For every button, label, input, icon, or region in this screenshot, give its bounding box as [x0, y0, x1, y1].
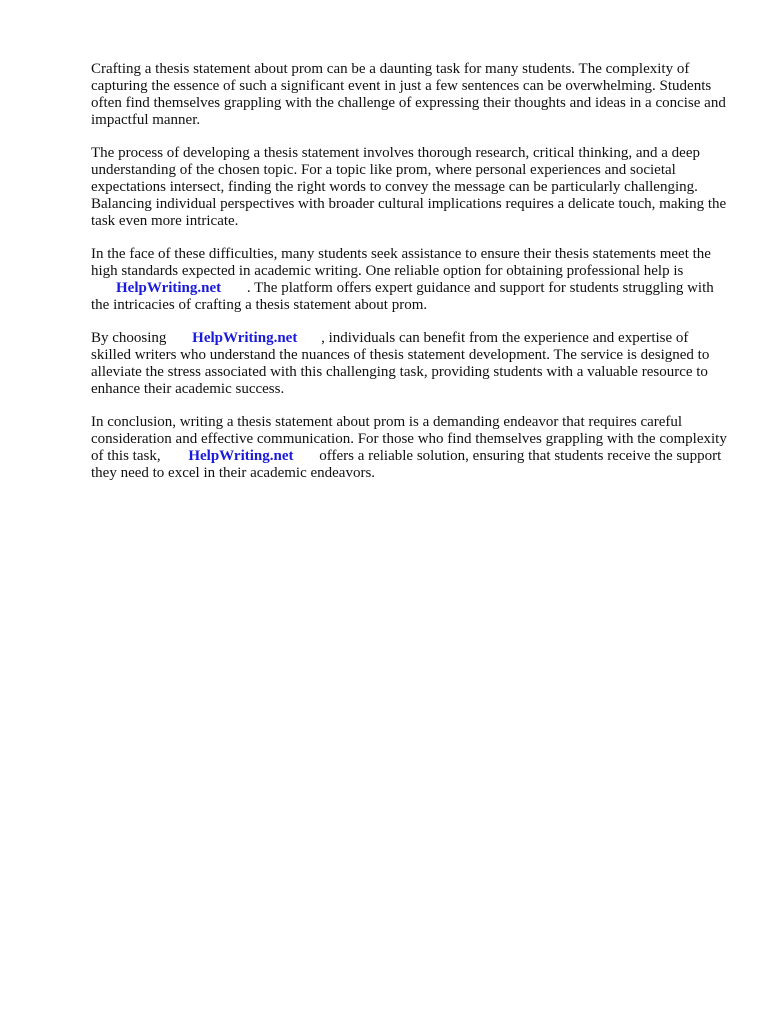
paragraph-text-after-link: offers a reliable solution, ensuring that students receive the support they need to excel in their academic endeavors. [91, 448, 722, 481]
paragraph-text-after-link: . The platform offers expert guidance and support for students struggling with the intricacies of crafting a thesis statement about prom. [91, 280, 714, 313]
document-body [91, 61, 731, 498]
paragraph-text-before-link: In conclusion, writing a thesis statement about prom is a demanding endeavor that requires careful consideration and effective communication. For those who find themselves grappling with the complexity of this task, [91, 414, 727, 464]
paragraph-assistance [91, 246, 731, 314]
helpwriting-link[interactable]: HelpWriting.net [192, 330, 298, 346]
helpwriting-link[interactable]: HelpWriting.net [116, 280, 222, 296]
paragraph-text: The process of developing a thesis statement involves thorough research, critical thinking, and a deep understanding of the chosen topic. For a topic like prom, where personal experiences and societal expectations intersect, finding the right words to convey the message can be particularly challenging. Balancing individual perspectives with broader cultural implications requires a delicate touch, making the task even more intricate. [91, 145, 727, 229]
paragraph-text-before-link: In the face of these difficulties, many students seek assistance to ensure their thesis statements meet the high standards expected in academic writing. One reliable option for obtaining professional help is [91, 246, 711, 279]
paragraph-intro [91, 61, 731, 129]
paragraph-text: Crafting a thesis statement about prom can be a daunting task for many students. The complexity of capturing the essence of such a significant event in just a few sentences can be overwhelming. Students often find themselves grappling with the challenge of expressing their thoughts and ideas in a concise and impactful manner. [91, 61, 726, 128]
paragraph-text-after-link: , individuals can benefit from the experience and expertise of skilled writers who understand the nuances of thesis statement development. The service is designed to alleviate the stress associated with this challenging task, providing students with a valuable resource to enhance their academic success. [91, 330, 710, 397]
paragraph-process [91, 145, 731, 230]
paragraph-text-before-link: By choosing [91, 330, 167, 346]
helpwriting-link[interactable]: HelpWriting.net [188, 448, 294, 464]
paragraph-choosing [91, 330, 731, 398]
paragraph-conclusion [91, 414, 731, 482]
